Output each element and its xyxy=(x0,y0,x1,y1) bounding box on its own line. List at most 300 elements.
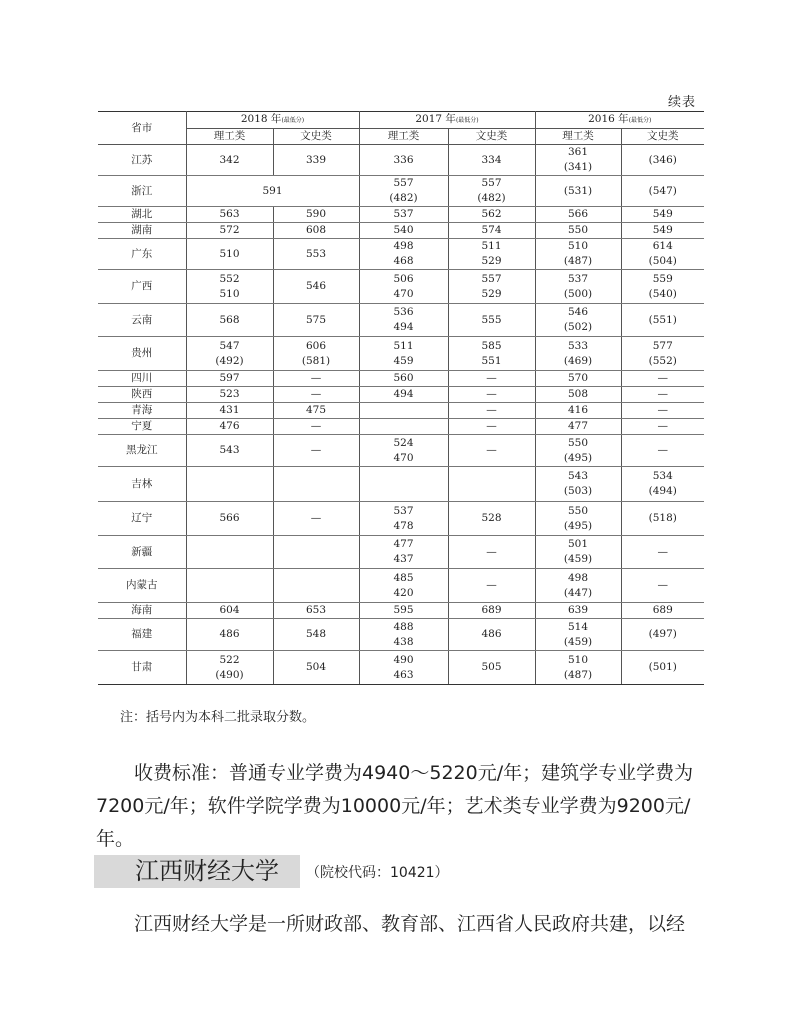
score-value: 606 xyxy=(305,339,327,352)
table-row xyxy=(98,239,704,270)
score-value: 585 xyxy=(481,339,502,352)
score-value: 420 xyxy=(393,586,414,599)
score-cell xyxy=(448,145,535,176)
score-cell xyxy=(186,619,273,651)
score-cell xyxy=(535,270,621,304)
table-row xyxy=(98,270,704,304)
score-value: — xyxy=(310,444,322,456)
score-cell xyxy=(273,223,359,239)
province-cell: 江苏 xyxy=(98,145,186,176)
score-value: 653 xyxy=(305,604,327,616)
score-cell xyxy=(359,569,448,603)
score-cell xyxy=(621,502,704,536)
score-value: 511 xyxy=(481,240,502,252)
score-value: (492) xyxy=(215,354,244,367)
table-row xyxy=(98,207,704,223)
score-value: 570 xyxy=(567,372,589,384)
score-value: — xyxy=(486,545,497,558)
province-cell: 贵州 xyxy=(98,337,186,371)
table-row xyxy=(98,651,704,685)
score-value: 510 xyxy=(567,653,589,666)
score-value: (495) xyxy=(563,451,593,464)
score-value: 553 xyxy=(305,247,327,260)
score-cell xyxy=(448,502,535,536)
score-value: 490 xyxy=(393,653,414,666)
score-cell xyxy=(535,502,621,536)
score-cell xyxy=(186,270,273,304)
score-value: 505 xyxy=(481,661,502,673)
year-header-2017: 2017 年(最低分) xyxy=(359,112,535,129)
section-title: 江西财经大学 xyxy=(135,857,279,885)
score-value: 543 xyxy=(567,470,589,482)
score-cell xyxy=(359,371,448,387)
score-value: (497) xyxy=(648,628,677,640)
score-cell xyxy=(186,304,273,337)
score-cell xyxy=(273,467,359,502)
score-cell xyxy=(448,569,535,603)
score-value: (341) xyxy=(563,161,593,173)
score-cell xyxy=(535,603,621,619)
score-value: 459 xyxy=(393,354,414,367)
score-value: 563 xyxy=(219,208,240,220)
score-value: — xyxy=(486,372,497,384)
score-cell xyxy=(621,239,704,270)
score-cell xyxy=(186,387,273,403)
score-value: — xyxy=(657,579,668,591)
score-value: (518) xyxy=(648,512,677,524)
score-cell xyxy=(448,371,535,387)
score-value: 485 xyxy=(393,571,414,584)
table-row xyxy=(98,502,704,536)
score-cell xyxy=(186,569,273,603)
score-cell xyxy=(448,270,535,304)
score-value: 614 xyxy=(652,240,673,252)
score-value: 475 xyxy=(305,404,327,416)
score-cell xyxy=(448,419,535,435)
score-value: 438 xyxy=(393,635,414,648)
score-value: 547 xyxy=(219,339,240,352)
score-value: (487) xyxy=(563,668,593,681)
score-cell xyxy=(186,145,273,176)
province-cell: 黑龙江 xyxy=(98,435,186,467)
table-row xyxy=(98,176,704,207)
score-cell xyxy=(621,569,704,603)
arts-header: 文史类 xyxy=(273,129,359,145)
score-cell: 591 xyxy=(186,176,359,207)
score-value: — xyxy=(310,372,322,384)
score-cell xyxy=(448,467,535,502)
score-cell xyxy=(535,371,621,387)
score-value: 488 xyxy=(393,620,414,633)
score-value: 546 xyxy=(567,306,589,318)
institution-code: （院校代码：10421） xyxy=(306,865,449,881)
score-value: 511 xyxy=(393,339,414,352)
year-header-2018: 2018 年(最低分) xyxy=(186,112,359,129)
score-value: 476 xyxy=(219,420,240,432)
score-value: 639 xyxy=(567,604,589,616)
score-value: 361 xyxy=(567,146,589,158)
score-cell xyxy=(273,569,359,603)
score-value: — xyxy=(310,388,322,400)
score-value: 524 xyxy=(393,436,414,449)
score-cell xyxy=(273,371,359,387)
score-cell xyxy=(621,270,704,304)
score-value: 494 xyxy=(393,321,414,333)
score-cell xyxy=(359,337,448,371)
score-cell xyxy=(621,651,704,685)
score-value: 494 xyxy=(393,388,414,400)
score-value: 550 xyxy=(567,224,589,236)
score-value: 572 xyxy=(219,224,240,236)
table-row xyxy=(98,304,704,337)
score-cell xyxy=(359,239,448,270)
province-cell: 浙江 xyxy=(98,176,186,207)
score-cell xyxy=(621,145,704,176)
score-cell xyxy=(621,619,704,651)
score-cell xyxy=(448,239,535,270)
score-cell xyxy=(359,603,448,619)
province-cell: 海南 xyxy=(98,603,186,619)
score-cell xyxy=(448,207,535,223)
score-cell xyxy=(359,619,448,651)
score-value: 555 xyxy=(481,313,502,326)
table-row xyxy=(98,403,704,419)
score-value: 498 xyxy=(567,571,589,584)
score-value: 498 xyxy=(393,240,414,252)
score-cell xyxy=(273,619,359,651)
score-cell xyxy=(448,387,535,403)
score-cell xyxy=(359,435,448,467)
score-value: — xyxy=(486,444,497,456)
score-value: (469) xyxy=(563,354,593,367)
score-value: (487) xyxy=(563,255,593,267)
score-cell xyxy=(359,502,448,536)
score-cell xyxy=(359,145,448,176)
score-cell xyxy=(359,651,448,685)
score-cell xyxy=(535,536,621,569)
score-cell xyxy=(535,176,621,207)
score-value: 342 xyxy=(219,153,240,166)
score-value: 477 xyxy=(567,420,589,432)
score-value: (482) xyxy=(477,192,506,204)
score-cell xyxy=(621,603,704,619)
score-value: 534 xyxy=(652,470,673,482)
score-value: 508 xyxy=(567,388,589,400)
score-value: 546 xyxy=(305,280,327,292)
table-row xyxy=(98,371,704,387)
table-row xyxy=(98,467,704,502)
sci-header: 理工类 xyxy=(186,129,273,145)
score-value: 548 xyxy=(305,628,327,640)
score-cell xyxy=(186,536,273,569)
score-value: 336 xyxy=(393,153,414,166)
province-cell: 内蒙古 xyxy=(98,569,186,603)
score-cell xyxy=(535,569,621,603)
score-value: 529 xyxy=(481,287,502,300)
score-value: 560 xyxy=(393,372,414,384)
score-value: 470 xyxy=(393,451,414,464)
score-value: — xyxy=(657,545,668,558)
province-cell: 广东 xyxy=(98,239,186,270)
score-cell xyxy=(359,536,448,569)
score-cell xyxy=(535,207,621,223)
score-value: — xyxy=(486,388,497,400)
score-cell xyxy=(273,603,359,619)
score-cell xyxy=(448,223,535,239)
province-cell: 辽宁 xyxy=(98,502,186,536)
score-value: 529 xyxy=(481,255,502,267)
score-cell xyxy=(535,223,621,239)
province-cell: 福建 xyxy=(98,619,186,651)
score-cell xyxy=(621,435,704,467)
table-continuation-label: 续表 xyxy=(667,95,696,110)
score-value: (503) xyxy=(563,485,593,497)
score-cell xyxy=(273,502,359,536)
province-cell: 湖南 xyxy=(98,223,186,239)
score-cell xyxy=(359,304,448,337)
province-cell: 广西 xyxy=(98,270,186,304)
score-cell xyxy=(186,467,273,502)
score-cell xyxy=(448,603,535,619)
score-value: — xyxy=(310,512,322,524)
score-cell xyxy=(535,239,621,270)
score-cell xyxy=(448,619,535,651)
province-cell: 新疆 xyxy=(98,536,186,569)
score-value: 339 xyxy=(305,153,327,166)
table-row xyxy=(98,145,704,176)
score-value: 557 xyxy=(481,177,502,189)
score-cell xyxy=(359,387,448,403)
admission-score-table xyxy=(98,111,704,685)
score-value: 604 xyxy=(219,604,240,616)
score-value: 510 xyxy=(219,287,240,300)
score-value: (447) xyxy=(563,586,593,599)
score-cell xyxy=(273,536,359,569)
table-row xyxy=(98,536,704,569)
score-cell xyxy=(273,145,359,176)
score-cell xyxy=(448,176,535,207)
score-value: 577 xyxy=(652,339,673,352)
score-cell xyxy=(535,403,621,419)
score-cell xyxy=(186,603,273,619)
score-value: 522 xyxy=(219,653,240,666)
score-cell xyxy=(273,270,359,304)
score-cell xyxy=(359,223,448,239)
score-value: (500) xyxy=(563,287,593,300)
score-cell xyxy=(535,651,621,685)
score-cell xyxy=(448,403,535,419)
score-value: (490) xyxy=(215,668,244,681)
score-cell xyxy=(621,467,704,502)
province-cell: 宁夏 xyxy=(98,419,186,435)
score-cell xyxy=(621,223,704,239)
score-value: 416 xyxy=(567,404,589,416)
score-cell xyxy=(273,337,359,371)
score-value: (531) xyxy=(563,184,593,197)
score-value: 523 xyxy=(219,388,240,400)
score-value: — xyxy=(486,404,497,416)
score-value: 504 xyxy=(305,661,327,673)
score-value: 551 xyxy=(481,354,502,367)
score-cell xyxy=(273,403,359,419)
score-value: (581) xyxy=(301,354,331,367)
score-cell xyxy=(535,337,621,371)
score-value: (502) xyxy=(563,321,593,333)
score-value: 543 xyxy=(219,444,240,456)
score-cell xyxy=(273,239,359,270)
score-cell xyxy=(273,207,359,223)
province-cell: 陕西 xyxy=(98,387,186,403)
score-cell xyxy=(448,337,535,371)
table-row xyxy=(98,435,704,467)
score-cell xyxy=(621,536,704,569)
score-value: 689 xyxy=(481,604,502,616)
score-value: (552) xyxy=(648,354,677,367)
score-value: 510 xyxy=(219,247,240,260)
score-value: (495) xyxy=(563,519,593,532)
score-cell xyxy=(359,467,448,502)
score-value: 557 xyxy=(393,177,414,189)
score-value: 559 xyxy=(652,272,673,285)
score-cell xyxy=(448,651,535,685)
score-cell xyxy=(621,304,704,337)
score-value: 550 xyxy=(567,504,589,517)
score-value: 566 xyxy=(219,512,240,524)
score-cell xyxy=(448,304,535,337)
score-value: 575 xyxy=(305,313,327,326)
score-value: (547) xyxy=(648,184,677,197)
score-cell xyxy=(273,435,359,467)
score-cell xyxy=(186,207,273,223)
score-value: 463 xyxy=(393,668,414,681)
score-value: (504) xyxy=(648,255,677,267)
score-value: 537 xyxy=(567,272,589,285)
table-row xyxy=(98,603,704,619)
score-value: 550 xyxy=(567,436,589,449)
table-row xyxy=(98,223,704,239)
score-value: 537 xyxy=(393,504,414,517)
score-cell xyxy=(359,207,448,223)
table-row xyxy=(98,387,704,403)
score-value: 552 xyxy=(219,272,240,285)
score-value: 486 xyxy=(219,628,240,640)
score-value: 549 xyxy=(652,208,673,220)
score-value: 562 xyxy=(481,208,502,220)
province-header: 省市 xyxy=(98,112,186,145)
score-value: 506 xyxy=(393,272,414,285)
score-value: (459) xyxy=(563,553,593,565)
score-cell xyxy=(186,435,273,467)
score-value: — xyxy=(486,579,497,591)
table-row xyxy=(98,619,704,651)
score-value: (482) xyxy=(389,192,418,204)
province-cell: 四川 xyxy=(98,371,186,387)
score-cell xyxy=(359,270,448,304)
score-value: 689 xyxy=(652,604,673,616)
score-cell xyxy=(621,403,704,419)
score-cell xyxy=(186,371,273,387)
score-value: — xyxy=(310,420,322,432)
province-cell: 湖北 xyxy=(98,207,186,223)
sci-header: 理工类 xyxy=(535,129,621,145)
score-value: — xyxy=(657,420,668,432)
score-value: 536 xyxy=(393,306,414,318)
score-value: 468 xyxy=(393,255,414,267)
score-cell xyxy=(186,403,273,419)
score-cell xyxy=(621,371,704,387)
sci-header: 理工类 xyxy=(359,129,448,145)
score-cell xyxy=(186,223,273,239)
score-value: 431 xyxy=(219,404,240,416)
score-value: 501 xyxy=(567,538,589,550)
score-value: 540 xyxy=(393,224,414,236)
score-value: 528 xyxy=(481,512,502,524)
score-value: 597 xyxy=(219,372,240,384)
score-value: (459) xyxy=(563,635,593,648)
score-value: 478 xyxy=(393,519,414,532)
score-cell xyxy=(535,467,621,502)
score-cell xyxy=(535,387,621,403)
score-value: 514 xyxy=(567,620,589,633)
arts-header: 文史类 xyxy=(621,129,704,145)
score-cell xyxy=(448,536,535,569)
score-value: (494) xyxy=(648,485,677,497)
province-cell: 吉林 xyxy=(98,467,186,502)
score-value: 437 xyxy=(393,553,414,565)
score-value: 470 xyxy=(393,287,414,300)
score-cell xyxy=(186,651,273,685)
score-cell xyxy=(621,176,704,207)
score-cell xyxy=(186,419,273,435)
score-cell xyxy=(621,337,704,371)
score-value: 568 xyxy=(219,313,240,326)
score-value: (540) xyxy=(648,287,677,300)
score-value: (346) xyxy=(648,153,677,166)
score-value: 595 xyxy=(393,604,414,616)
score-value: 334 xyxy=(481,153,502,166)
score-value: 557 xyxy=(481,272,502,285)
score-cell xyxy=(535,419,621,435)
score-cell xyxy=(273,387,359,403)
province-cell: 甘肃 xyxy=(98,651,186,685)
province-cell: 云南 xyxy=(98,304,186,337)
score-cell xyxy=(448,435,535,467)
score-cell xyxy=(186,337,273,371)
score-cell xyxy=(186,502,273,536)
score-cell xyxy=(359,419,448,435)
score-value: 549 xyxy=(652,224,673,236)
score-value: 566 xyxy=(567,208,589,220)
score-value: — xyxy=(486,420,497,432)
score-cell xyxy=(535,145,621,176)
table-footnote: 注：括号内为本科二批录取分数。 xyxy=(120,710,316,725)
score-value: (501) xyxy=(648,661,677,673)
score-cell xyxy=(359,403,448,419)
score-cell xyxy=(535,304,621,337)
score-cell xyxy=(359,176,448,207)
score-value: — xyxy=(657,404,668,416)
score-cell xyxy=(273,304,359,337)
score-value: 537 xyxy=(393,208,414,220)
score-value: — xyxy=(657,388,668,400)
fee-paragraph: 收费标准：普通专业学费为4940～5220元/年；建筑学专业学费为7200元/年；软件学院学费为10000元/年；艺术类专业学费为9200元/年。 xyxy=(96,762,694,850)
score-cell xyxy=(535,435,621,467)
score-cell xyxy=(273,419,359,435)
year-header-2016: 2016 年(最低分) xyxy=(535,112,704,129)
intro-paragraph: 江西财经大学是一所财政部、教育部、江西省人民政府共建，以经 xyxy=(134,913,686,935)
score-value: 608 xyxy=(305,224,327,236)
score-value: — xyxy=(657,444,668,456)
